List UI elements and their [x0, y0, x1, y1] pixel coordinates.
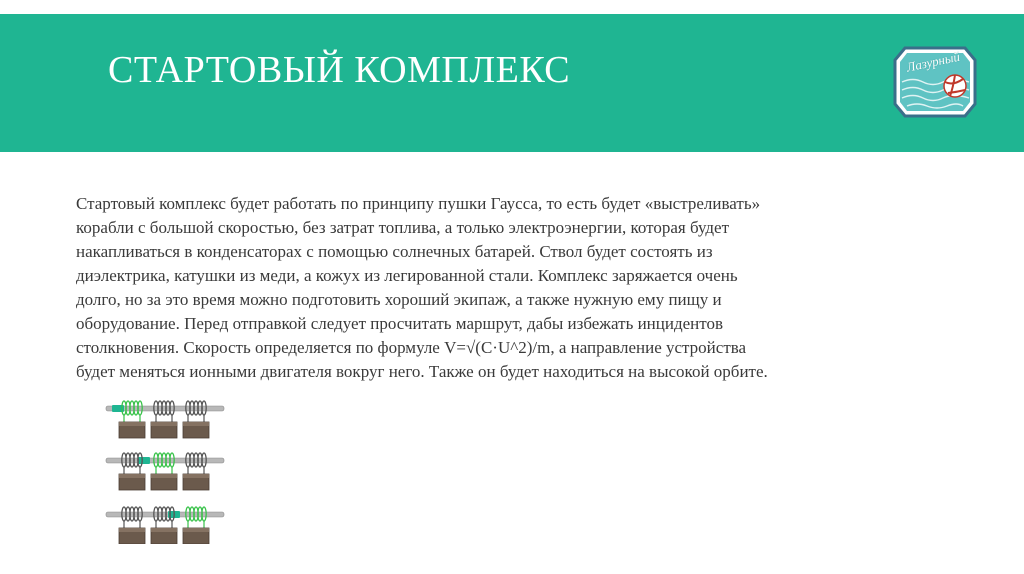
capacitor-box-top: [119, 528, 145, 532]
capacitor-box-top: [119, 474, 145, 478]
projectile: [138, 457, 150, 464]
volleyball-icon: [944, 75, 966, 97]
body-line: столкновения. Скорость определяется по формуле V=√(C·U^2)/m, а направление устройства: [76, 338, 747, 357]
capacitor-box-top: [183, 474, 209, 478]
body-line: диэлектрика, катушки из меди, а кожух из легированной стали. Комплекс заряжается очень: [76, 266, 738, 285]
capacitor-box-top: [183, 422, 209, 426]
body-line: корабли с большой скоростью, без затрат топлива, а только электроэнергии, которая будет: [76, 218, 730, 237]
capacitor-box-top: [151, 422, 177, 426]
body-line: накапливаться в конденсаторах с помощью солнечных батарей. Ствол будет состоять из: [76, 242, 713, 261]
capacitor-box-top: [151, 474, 177, 478]
body-line: оборудование. Перед отправкой следует просчитать маршрут, дабы избежать инцидентов: [76, 314, 724, 333]
slide-title: СТАРТОВЫЙ КОМПЛЕКС: [108, 49, 571, 91]
top-margin: [0, 0, 1024, 14]
capacitor-box-top: [183, 528, 209, 532]
body-paragraph: [76, 192, 876, 384]
body-line: долго, но за это время можно подготовить хороший экипаж, а также нужную ему пищу и: [76, 290, 722, 309]
body-line: будет меняться ионными двигателя вокруг него. Также он будет находиться на высокой орбите.: [76, 362, 768, 381]
body-line: Стартовый комплекс будет работать по принципу пушки Гаусса, то есть будет «выстреливать»: [76, 194, 761, 213]
logo-text: Лазурный: [905, 48, 962, 75]
capacitor-box-top: [151, 528, 177, 532]
capacitor-box-top: [119, 422, 145, 426]
gauss-gun-stages-icon: [102, 394, 232, 544]
